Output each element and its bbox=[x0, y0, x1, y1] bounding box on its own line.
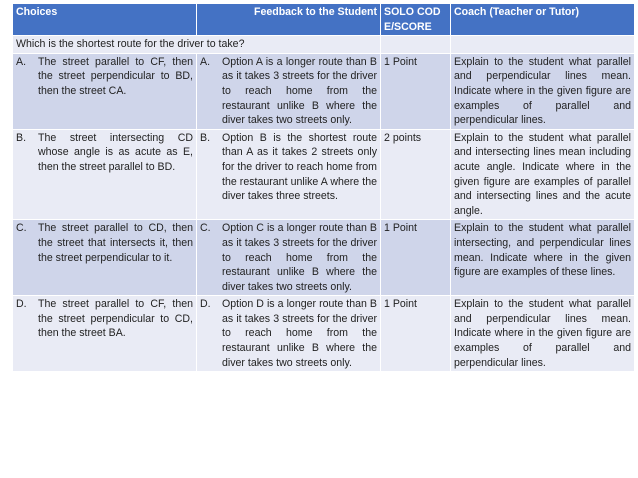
question-empty-solo bbox=[381, 36, 451, 54]
header-solo: SOLO CODE/SCORE bbox=[381, 4, 451, 36]
feedback-text: Option B is the shortest route than A as it takes 2 streets only for the driver to reach home from the restaurant unlike A where the diver takes three streets. bbox=[222, 131, 377, 203]
question-empty-coach bbox=[451, 36, 635, 54]
feedback-label: B. bbox=[200, 131, 211, 144]
feedback-cell bbox=[197, 220, 381, 296]
header-feedback: Feedback to the Student bbox=[197, 4, 381, 36]
question-text: Which is the shortest route for the driver to take? bbox=[13, 36, 381, 54]
choice-cell bbox=[13, 296, 197, 372]
coach-text: Explain to the student what parallel intersecting, and perpendicular lines mean. Indicate where in the given figure are examples of these lines. bbox=[451, 220, 635, 296]
choice-label: A. bbox=[16, 55, 27, 68]
table-row bbox=[13, 129, 635, 220]
choice-text: The street intersecting CD whose angle is as acute as E, then the street parallel to BD. bbox=[38, 131, 193, 173]
feedback-text: Option C is a longer route than B as it takes 3 streets for the driver to reach home from the restaurant unlike B where the diver takes two streets only. bbox=[222, 222, 377, 293]
coach-text: Explain to the student what parallel and intersecting lines mean including acute angle. Indicate where in the given figure are examples of parallel and intersecting lines and the acute angle. bbox=[451, 129, 635, 220]
assessment-table bbox=[12, 3, 635, 372]
header-coach: Coach (Teacher or Tutor) bbox=[451, 4, 635, 36]
header-row bbox=[13, 4, 635, 36]
table-row bbox=[13, 53, 635, 129]
feedback-text: Option A is a longer route than B as it takes 3 streets for the driver to reach home from the restaurant unlike B where the diver takes two streets only. bbox=[222, 55, 377, 127]
coach-text: Explain to the student what parallel and perpendicular lines mean. Indicate where in the given figure are examples of parallel and perpendicular lines. bbox=[451, 53, 635, 129]
solo-score: 1 Point bbox=[381, 220, 451, 296]
question-row bbox=[13, 36, 635, 54]
coach-text: Explain to the student what parallel and perpendicular lines mean. Indicate where in the given figure are examples of parallel and perpendicular lines. bbox=[451, 296, 635, 372]
feedback-cell bbox=[197, 296, 381, 372]
feedback-label: C. bbox=[200, 222, 211, 235]
table-row bbox=[13, 220, 635, 296]
table-row bbox=[13, 296, 635, 372]
choice-cell bbox=[13, 129, 197, 220]
feedback-cell bbox=[197, 53, 381, 129]
choice-label: C. bbox=[16, 222, 27, 235]
choice-cell bbox=[13, 220, 197, 296]
solo-score: 1 Point bbox=[381, 53, 451, 129]
choice-cell bbox=[13, 53, 197, 129]
feedback-text: Option D is a longer route than B as it takes 3 streets for the driver to reach home from the restaurant unlike B where the diver takes two streets only. bbox=[222, 298, 377, 369]
feedback-cell bbox=[197, 129, 381, 220]
header-choices: Choices bbox=[13, 4, 197, 36]
choice-text: The street parallel to CF, then the street perpendicular to CD, then the street BA. bbox=[38, 298, 193, 340]
choice-text: The street parallel to CD, then the street that intersects it, then the street perpendicular to it. bbox=[38, 222, 193, 264]
choice-label: B. bbox=[16, 131, 27, 144]
choice-label: D. bbox=[16, 298, 27, 311]
solo-score: 1 Point bbox=[381, 296, 451, 372]
choice-text: The street parallel to CF, then the street perpendicular to BD, then the street CA. bbox=[38, 55, 193, 97]
solo-score: 2 points bbox=[381, 129, 451, 220]
feedback-label: D. bbox=[200, 298, 211, 311]
feedback-label: A. bbox=[200, 55, 211, 68]
